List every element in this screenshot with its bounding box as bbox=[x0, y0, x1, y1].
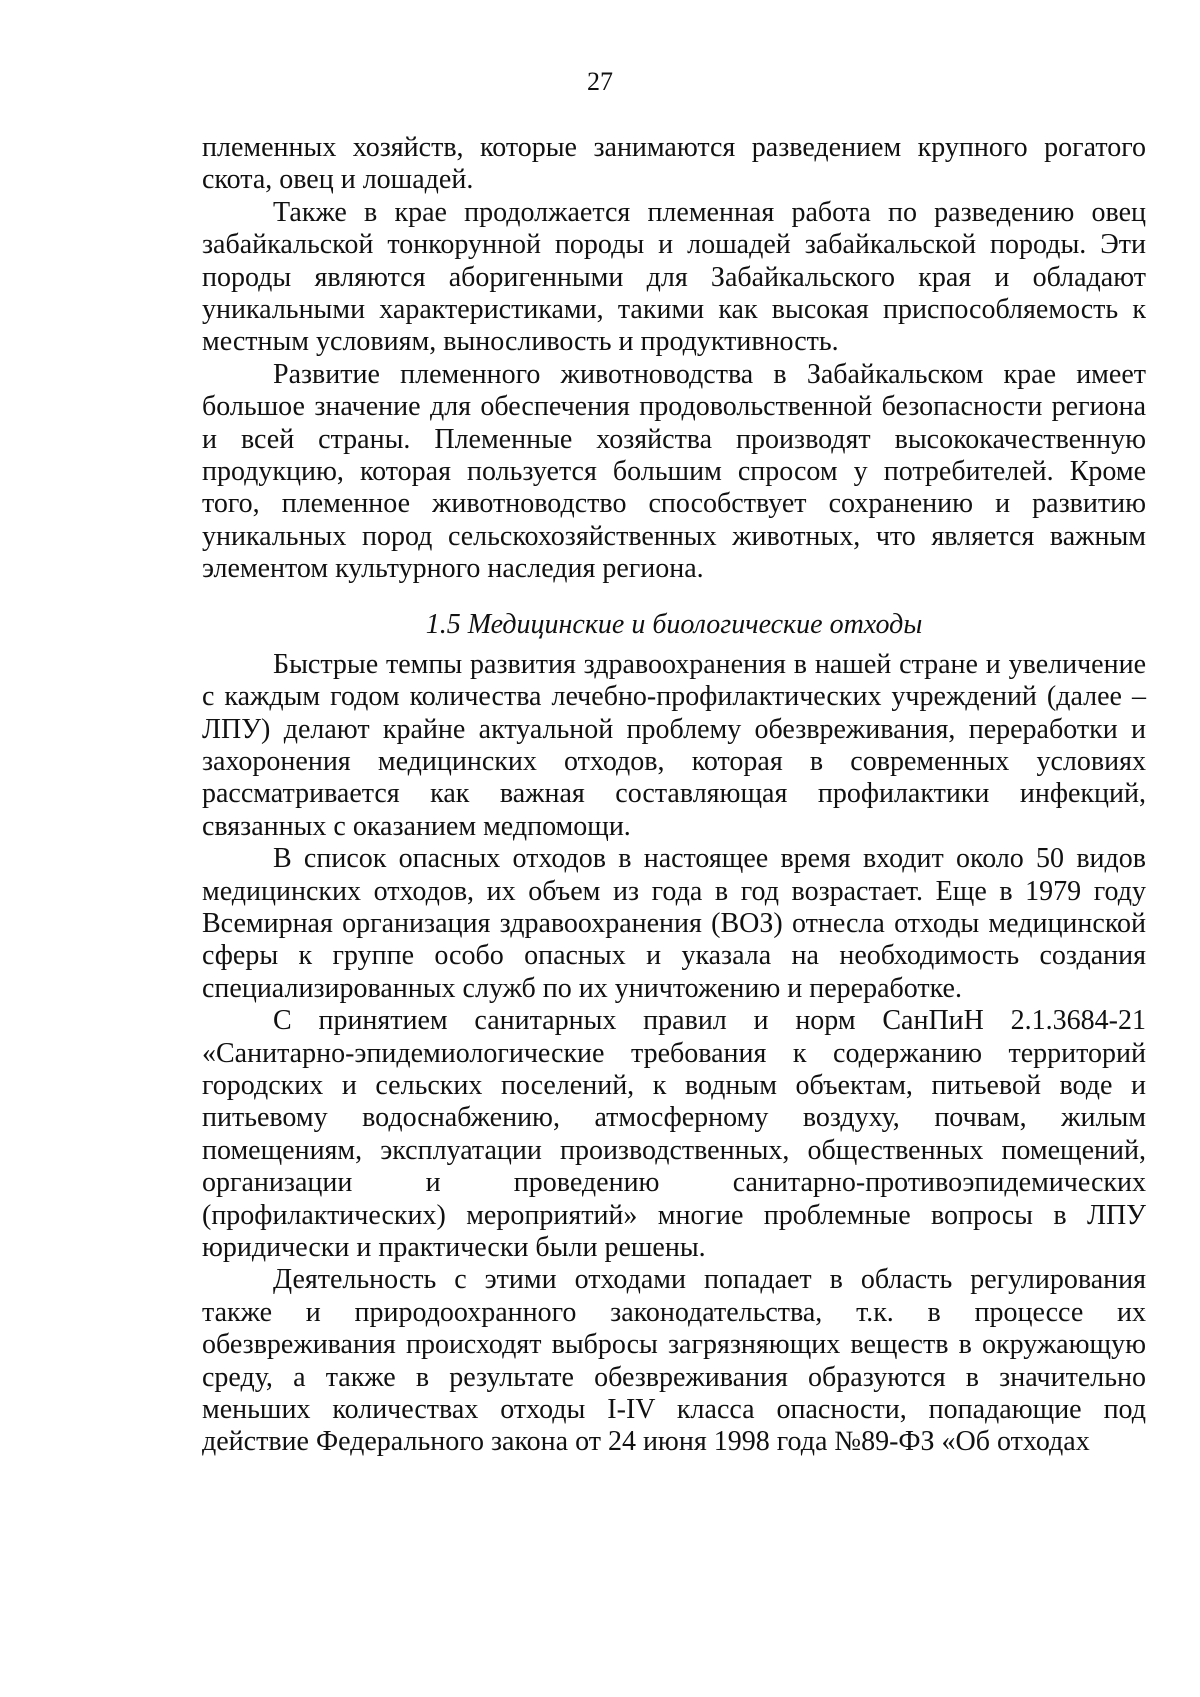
paragraph-sheep-horse-breeding: Также в крае продолжается племенная работа по разведению овец забайкальской тонкорунной породы и лошадей забайкальской породы. Эти породы являются аборигенными для Забайкальского края и обладают уникальными характеристиками, такими как высокая приспособляемость к местным условиям, выносливость и продуктивность. bbox=[202, 196, 1146, 358]
paragraph-continuation: племенных хозяйств, которые занимаются разведением крупного рогатого скота, овец и лошадей. bbox=[202, 132, 1146, 196]
paragraph-sanpin-rules: С принятием санитарных правил и норм СанПиН 2.1.3684-21 «Санитарно-эпидемиологические требования к содержанию территорий городских и сельских поселений, к водным объектам, питьевой воде и питьевому водоснабжению, атмосферному воздуху, почвам, жилым помещениям, эксплуатации производственных, общественных помещений, организации и проведению санитарно-противоэпидемических (профилактических) мероприятий» многие проблемные вопросы в ЛПУ юридически и практически были решены. bbox=[202, 1005, 1146, 1263]
page-body bbox=[202, 132, 1146, 1459]
paragraph-livestock-importance: Развитие племенного животноводства в Забайкальском крае имеет большое значение для обеспечения продовольственной безопасности региона и всей страны. Племенные хозяйства производят высококачественную продукцию, которая пользуется большим спросом у потребителей. Кроме того, племенное животноводство способствует сохранению и развитию уникальных пород сельскохозяйственных животных, что является важным элементом культурного наследия региона. bbox=[202, 358, 1146, 585]
paragraph-healthcare-growth: Быстрые темпы развития здравоохранения в нашей стране и увеличение с каждым годом количества лечебно-профилактических учреждений (далее – ЛПУ) делают крайне актуальной проблему обезвреживания, переработки и захоронения медицинских отходов, которая в современных условиях рассматривается как важная составляющая профилактики инфекций, связанных с оказанием медпомощи. bbox=[202, 648, 1146, 842]
page-number: 27 bbox=[587, 67, 613, 96]
section-heading: 1.5 Медицинские и биологические отходы bbox=[425, 608, 923, 640]
paragraph-hazardous-waste-list: В список опасных отходов в настоящее время входит около 50 видов медицинских отходов, их объем из года в год возрастает. Еще в 1979 году Всемирная организация здравоохранения (ВОЗ) отнесла отходы медицинской сферы к группе особо опасных и указала на необходимость создания специализированных служб по их уничтожению и переработке. bbox=[202, 843, 1146, 1004]
paragraph-environmental-law: Деятельность с этими отходами попадает в область регулирования также и природоохранного законодательства, т.к. в процессе их обезвреживания происходят выбросы загрязняющих веществ в окружающую среду, а также в результате обезвреживания образуются в значительно меньших количествах отходы I-IV класса опасности, попадающие под действие Федерального закона от 24 июня 1998 года №89-ФЗ «Об отходах bbox=[202, 1264, 1146, 1458]
